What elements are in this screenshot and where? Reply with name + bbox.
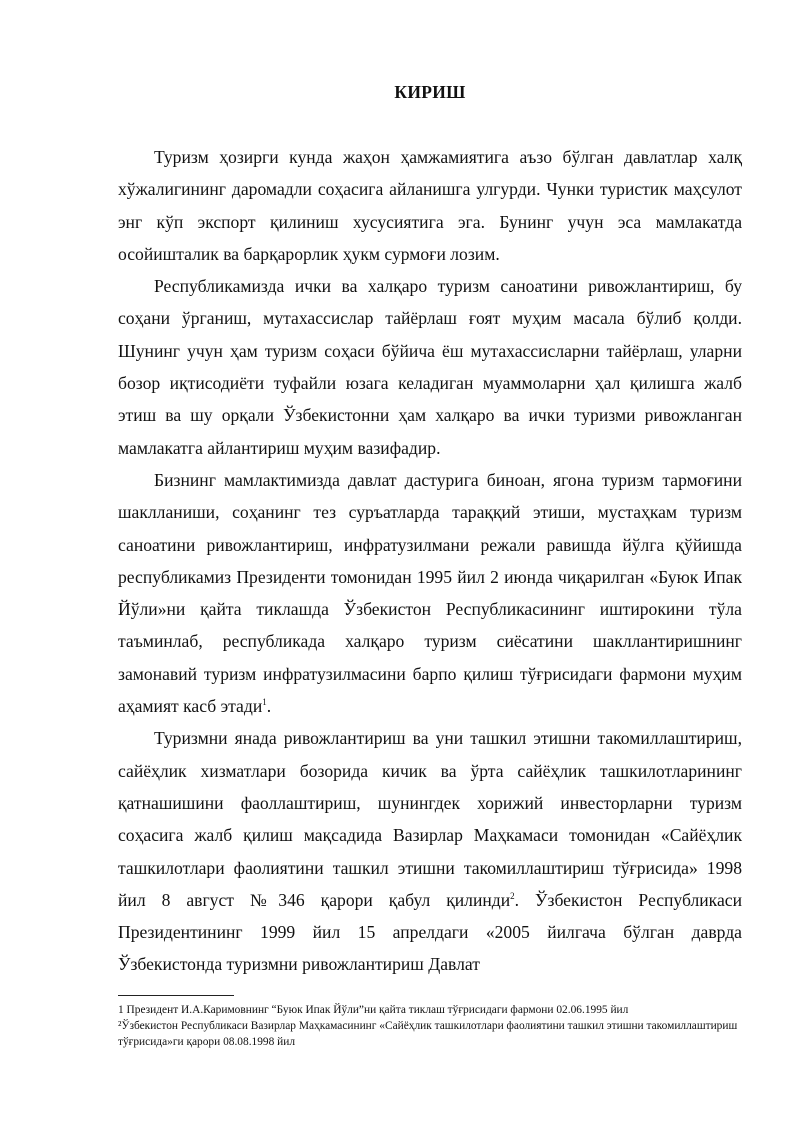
footnote-2: ²Ўзбекистон Республикаси Вазирлар Маҳкамасининг «Сайёҳлик ташкилотлари фаолиятини ташкил этишни такомиллаштириш тўғрисида»ги қарори 08.08.1998 йил — [118, 1019, 738, 1048]
paragraph — [118, 464, 742, 722]
footnote-1: 1 Президент И.А.Каримовнинг “Буюк Ипак Йўли”ни қайта тиклаш тўғрисидаги фармони 02.06.1995 йил — [118, 1004, 629, 1016]
body-text — [118, 141, 742, 981]
paragraph-text: Республикамизда ички ва халқаро туризм саноатини ривожлантириш, бу соҳани ўрганиш, мутахассислар тайёрлаш ғоят муҳим масала бўлиб қолди. Шунинг учун ҳам туризм соҳаси бўйича ёш мутахассисларни тайёрлаш, уларни бозор иқтисодиёти туфайли юзага келадиган муаммоларни ҳал қилишга жалб этиш ва шу орқали Ўзбекистонни ҳам халқаро ва ички туризми ривожланган мамлакатга айлантириш муҳим вазифадир. — [118, 276, 742, 458]
paragraph — [118, 722, 742, 980]
paragraph-text-end: . Ўзбекистон Республикаси Президентининг 1999 йил 15 апрелдаги «2005 йилгача бўлган даврда Ўзбекистонда туризмни ривожлантириш Давлат — [118, 889, 743, 975]
footnote-ref-1[interactable]: 1 — [262, 697, 267, 708]
paragraph-text: Туризмни янада ривожлантириш ва уни ташкил этишни такомиллаштириш, сайёҳлик хизматлари бозорида кичик ва ўрта сайёҳлик ташкилотларининг қатнашишини фаоллаштириш, шунингдек хорижий инвесторларни туризм соҳасига жалб қилиш мақсадида Вазирлар Маҳкамаси томонидан «Сайёҳлик ташкилотлари фаолиятини ташкил этишни такомиллаштириш тўғрисида» 1998 йил 8 август №346 қарори қабул қилинди — [118, 728, 742, 910]
paragraph — [118, 270, 742, 464]
footnote-ref-2[interactable]: 2 — [510, 890, 515, 901]
footnotes — [118, 1003, 760, 1050]
page-title: КИРИШ — [394, 82, 466, 102]
paragraph-text-end: . — [266, 696, 272, 717]
paragraph-text: Бизнинг мамлактимизда давлат дастурига биноан, ягона туризм тармоғини шаклланиши, соҳанинг тез суръатларда тараққий этиши, мустаҳкам туризм саноатини ривожлантириш, инфратузилмани режали равишда йўлга қўйишда республикамиз Президенти томонидан 1995 йил 2 июнда чиқарилган «Буюк Ипак Йўли»ни қайта тиклашда Ўзбекистон Республикасининг иштирокини тўла таъминлаб, республикада халқаро туризм сиёсатини шакллантиришнинг замонавий туризм инфратузилмасини барпо қилиш тўғрисидаги фармони муҳим аҳамият касб этади — [118, 469, 742, 717]
footnote-separator — [118, 995, 234, 996]
paragraph-text: Туризм ҳозирги кунда жаҳон ҳамжамиятига аъзо бўлган давлатлар халқ хўжалигининг даромадли соҳасига айланишга улгурди. Чунки туристик маҳсулот энг кўп экспорт қилиниш хусусиятига эга. Бунинг учун эса мамлакатда осойишталик ва барқарорлик ҳукм сурмоғи лозим. — [118, 147, 742, 264]
paragraph — [118, 141, 742, 270]
